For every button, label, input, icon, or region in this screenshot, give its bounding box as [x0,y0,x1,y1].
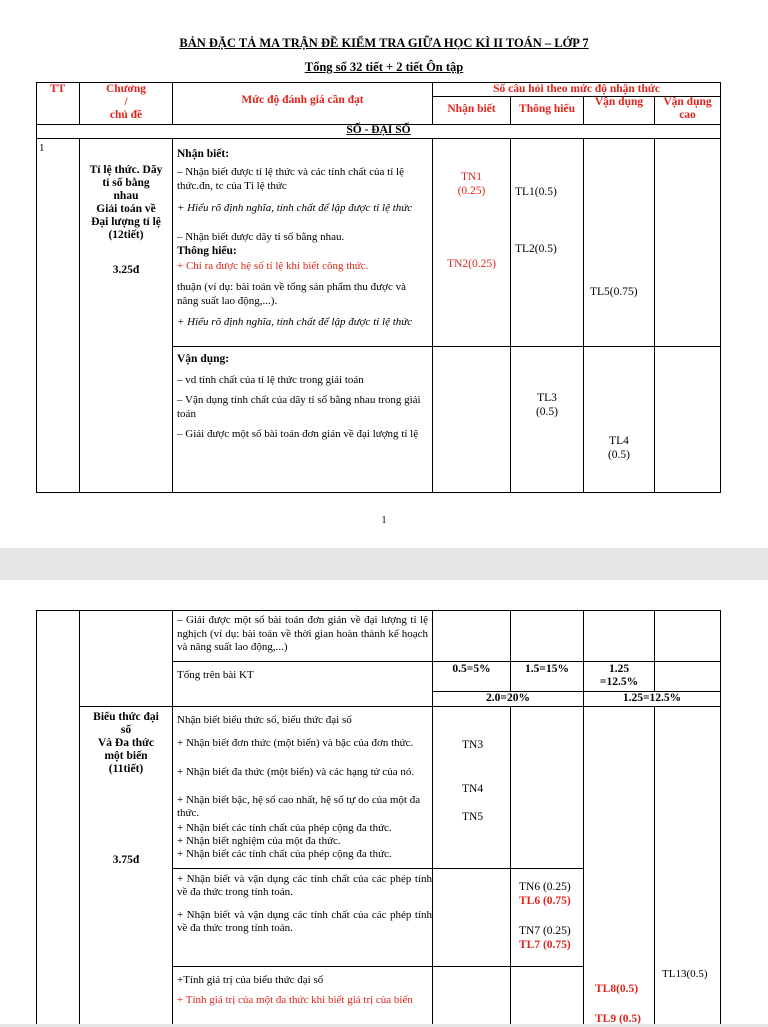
header-thong-hieu: Thông hiểu [519,103,575,115]
th-line-2: thuận (ví dụ: bài toán về tổng sản phẩm thu được và năng suất lao động,...). [177,281,406,307]
nb2-line-2: + Nhận biết đa thức (một biến) và các hạng tử của nó. [177,766,415,778]
tl5-value: TL5(0.75) [590,286,638,298]
nb2-line-6: + Nhận biết các tính chất của phép cộng đa thức. [177,848,392,860]
nb2-line-5: + Nhận biết nghiệm của một đa thức. [177,835,341,847]
tl9-value: TL9 (0.5) [595,1013,641,1025]
nb-line-1: – Nhận biết được tỉ lệ thức và các tính chất của tỉ lệ thức.đn, tc của Tỉ lệ thức [177,166,404,192]
section-title: SỐ - ĐẠI SỐ [346,124,411,136]
c-line-2: + Tính giá trị của một đa thức khi biết giá trị của biến [177,994,413,1006]
b-line-1: + Nhận biết và vận dụng các tính chất của các phép tính về đa thức trong tính toán. [177,873,432,898]
header-van-dung-cao: Vận dụng cao [663,96,712,121]
nb2-line-0: Nhận biết biểu thức số, biểu thức đại số [177,714,352,726]
chapter-score: 3.25đ [112,264,140,276]
tl6-value: TL6 (0.75) [519,895,571,907]
tn7-value: TN7 (0.25) [519,925,571,937]
total-nhan-biet: 0.5=5% [452,663,491,675]
nb2-line-1: + Nhận biết đơn thức (một biến) và bậc của đơn thức. [177,737,414,749]
header-muc-do: Mức độ đánh giá cần đạt [241,94,364,106]
total-thong-hieu: 1.5=15% [525,663,569,675]
th-line-3: + Hiểu rõ định nghĩa, tính chất để lập được tỉ lệ thức [177,316,413,328]
vd-line-3: – Giải được một số bài toán đơn giản về đại lượng tỉ lệ [177,428,419,440]
document-subtitle: Tổng số 32 tiết + 2 tiết Ôn tập [304,60,464,74]
tn4-value: TN4 [462,783,484,795]
nb-heading: Nhận biết: [177,148,230,160]
nb2-line-4: + Nhận biết các tính chất của phép cộng đa thức. [177,822,392,834]
header-nhan-biet: Nhận biết [447,103,496,115]
tl8-value: TL8(0.5) [595,983,639,995]
b-line-2: + Nhận biết và vận dụng các tính chất của các phép tính về đa thức trong tính toán. [177,909,432,934]
th-heading: Thông hiểu: [177,245,237,257]
header-so-cau: Số câu hỏi theo mức độ nhận thức [493,83,660,95]
page-number: 1 [381,515,387,526]
page-2 [0,580,768,1024]
header-tt: TT [49,83,66,95]
vd-line-2: – Vận dụng tính chất của dãy tỉ số bằng nhau trong giải toán [177,394,421,420]
tl13-value: TL13(0.5) [662,968,708,980]
chapter-score-2: 3.75đ [112,854,140,866]
tn6-value: TN6 (0.25) [519,881,571,893]
chapter-name: Tỉ lệ thức. Dãy tỉ số bằng nhau Giải toán về Đại lượng tỉ lệ (12tiết) [89,164,163,241]
header-chuong: Chương / chủ đề [105,83,147,121]
chapter-name-2: Biểu thức đại số Và Đa thức một biến (11tiết) [93,711,159,775]
sum-right: 1.25=12.5% [622,692,682,704]
vd-continued-text: – Giải được một số bài toán đơn giản về đại lượng tỉ lệ nghịch (ví dụ: bài toán về thời gian hoàn thành kế hoạch và năng suất lao động,...) [177,614,428,653]
nb-line-2: + Hiểu rõ định nghĩa, tính chất để lập được tỉ lệ thức [177,202,413,214]
tn2-value: TN2(0.25) [447,258,496,270]
document-title: BẢN ĐẶC TẢ MA TRẬN ĐỀ KIỂM TRA GIỮA HỌC KÌ II TOÁN – LỚP 7 [179,36,589,50]
total-label: Tổng trên bài KT [177,669,254,681]
c-line-1: +Tính giá trị của biểu thức đại số [177,974,324,986]
tn1-value: TN1 (0.25) [457,171,486,197]
vd-heading: Vận dụng: [177,353,230,365]
page-gap [0,548,768,580]
tl4-value: TL4 (0.5) [607,435,631,461]
nb-line-3: – Nhận biết được dãy tỉ số bằng nhau. [177,231,345,243]
nb2-line-3: + Nhận biết bậc, hệ số cao nhất, hệ số tự do của một đa thức. [177,794,421,819]
th-line-1: + Chỉ ra được hệ số tỉ lệ khi biết công thức. [177,260,369,272]
tl3-value: TL3 (0.5) [535,392,559,418]
header-van-dung: Vận dụng [594,96,644,108]
sum-left: 2.0=20% [486,692,530,704]
tn5-value: TN5 [462,811,484,823]
row-number: 1 [39,142,45,154]
tl1-value: TL1(0.5) [515,186,557,198]
tl2-value: TL2(0.5) [515,243,557,255]
tn3-value: TN3 [462,739,484,751]
vd-line-1: – vd tính chất của tỉ lệ thức trong giải toán [177,374,364,386]
tl7-value: TL7 (0.75) [519,939,571,951]
total-van-dung: 1.25 =12.5% [599,663,639,688]
